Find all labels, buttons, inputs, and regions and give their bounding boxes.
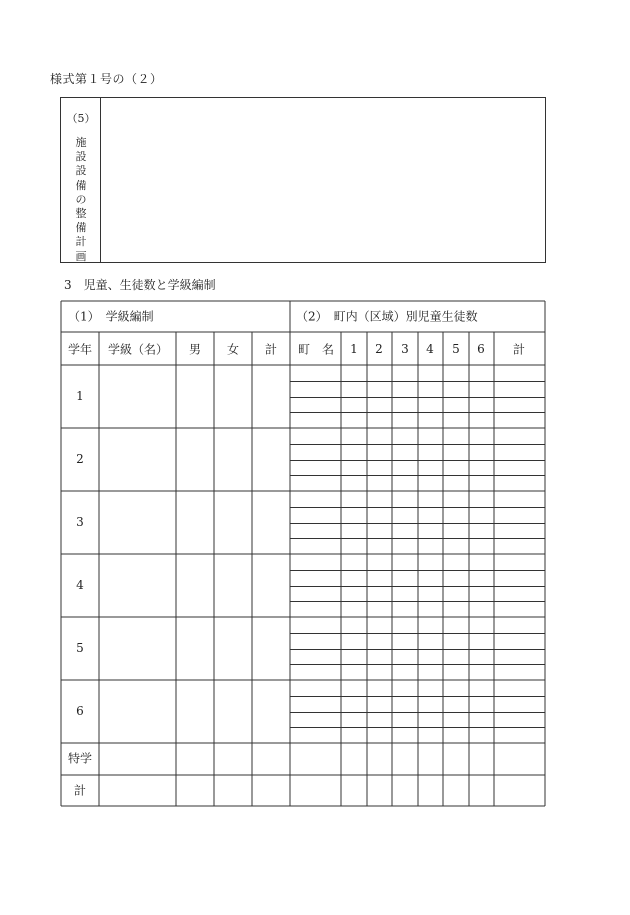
vertical-char: 計	[75, 235, 87, 249]
column-header-town: 町 名	[297, 342, 335, 357]
column-header-town-total: 計	[512, 342, 526, 357]
grade-label: 2	[76, 452, 84, 466]
column-header-g5: 5	[452, 342, 460, 356]
grade-label: 6	[76, 704, 84, 718]
column-header-grade: 学年	[67, 342, 93, 357]
column-header-g1: 1	[350, 342, 358, 356]
vertical-char: 画	[75, 249, 87, 263]
column-header-g2: 2	[375, 342, 383, 356]
vertical-char: 施	[75, 136, 87, 149]
column-header-class: 学級（名）	[107, 342, 169, 357]
form-title: 様式第１号の（２）	[50, 72, 163, 86]
special-class-label: 特学	[67, 751, 93, 766]
section5-number: （5）	[66, 112, 96, 125]
section3-title: 3 児童、生徒数と学級編制	[64, 278, 216, 292]
column-header-male: 男	[188, 342, 202, 357]
vertical-char: 整	[75, 207, 87, 221]
grade-label: 3	[76, 515, 84, 529]
column-header-female: 女	[226, 342, 240, 357]
grade-label: 4	[76, 578, 84, 592]
right-heading: （2） 町内（区域）別児童生徒数	[296, 309, 478, 324]
vertical-char: 備	[75, 221, 87, 235]
left-heading: （1） 学級編制	[68, 309, 154, 324]
vertical-char: 備	[75, 178, 87, 192]
vertical-char: 設	[75, 164, 87, 178]
total-row-label: 計	[73, 783, 87, 798]
column-header-g3: 3	[401, 342, 409, 356]
column-header-total: 計	[264, 342, 278, 357]
column-header-g6: 6	[477, 342, 485, 356]
column-header-g4: 4	[426, 342, 434, 356]
vertical-char: の	[75, 192, 87, 206]
grade-label: 5	[76, 641, 84, 655]
grade-label: 1	[76, 389, 84, 403]
vertical-char: 設	[75, 150, 87, 164]
